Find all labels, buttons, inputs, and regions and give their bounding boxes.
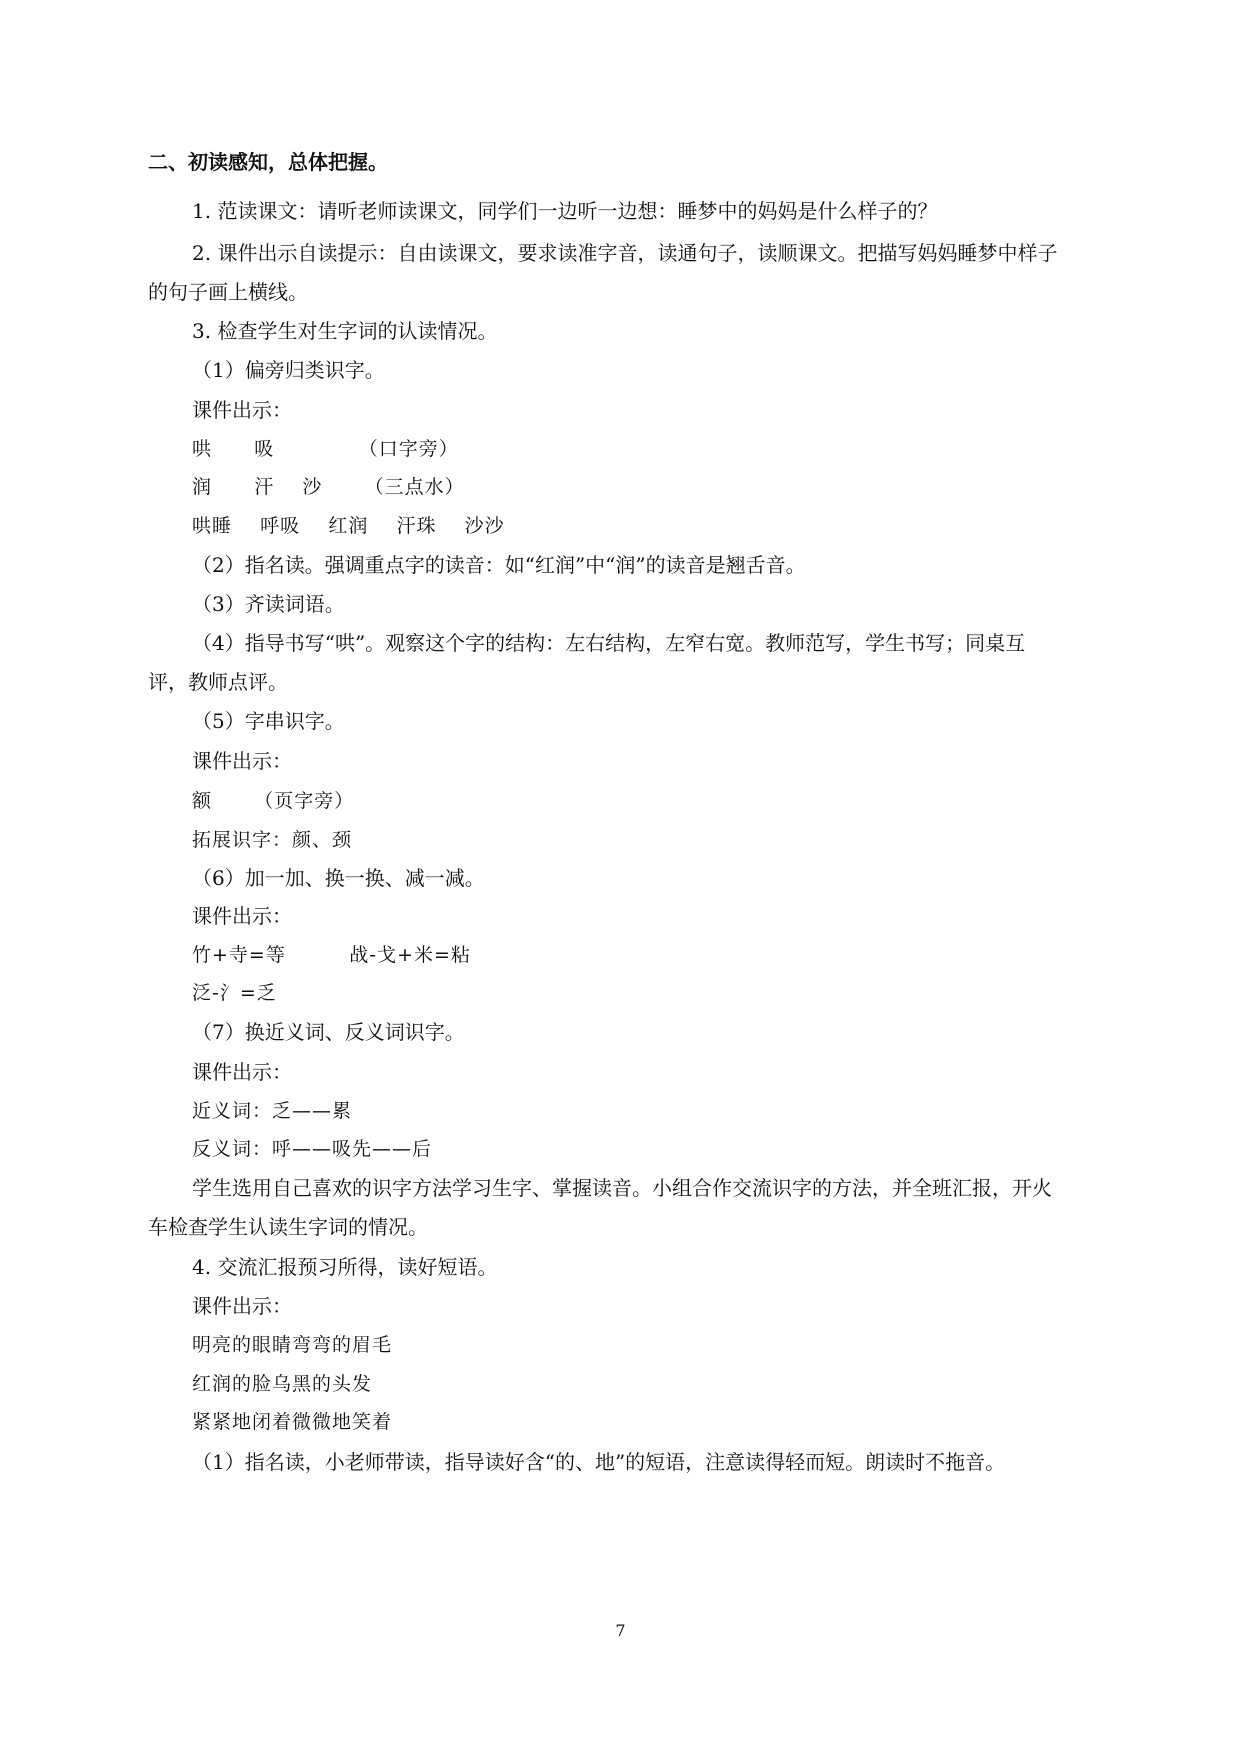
text-line: 哄睡 呼吸 红润 汗珠 沙沙 xyxy=(192,515,505,537)
text-line: 4. 交流汇报预习所得，读好短语。 xyxy=(192,1255,498,1279)
text-line: 紧紧地闭着微微地笑着 xyxy=(192,1411,393,1433)
text-line: 1. 范读课文：请听老师读课文，同学们一边听一边想：睡梦中的妈妈是什么样子的？ xyxy=(192,199,938,223)
text-line: 润 汗 沙 （三点水） xyxy=(192,476,465,498)
text-line: 哄 吸 （口字旁） xyxy=(192,438,459,460)
text-line: （1）偏旁归类识字。 xyxy=(192,358,385,382)
text-line: （1）指名读，小老师带读，指导读好含“的、地”的短语，注意读得轻而短。朗读时不拖音。 xyxy=(192,1450,1006,1474)
text-line: 课件出示： xyxy=(192,398,292,422)
text-line: 课件出示： xyxy=(192,904,292,928)
text-line: 拓展识字：颜、颈 xyxy=(192,829,353,851)
text-line: （3）齐读词语。 xyxy=(192,592,345,616)
text-line: 明亮的眼睛弯弯的眉毛 xyxy=(192,1334,393,1356)
text-line: 近义词：乏——累 xyxy=(192,1100,353,1122)
text-line: 红润的脸乌黑的头发 xyxy=(192,1373,373,1395)
text-line: 泛-氵=乏 xyxy=(192,982,277,1004)
text-line: 车检查学生认读生字词的情况。 xyxy=(148,1215,428,1239)
text-line: 3. 检查学生对生字词的认读情况。 xyxy=(192,319,498,343)
text-line: （7）换近义词、反义词识字。 xyxy=(192,1020,465,1044)
text-line: （2）指名读。强调重点字的读音：如“红润”中“润”的读音是翘舌音。 xyxy=(192,553,806,577)
text-line: 课件出示： xyxy=(192,1060,292,1084)
text-line: 额 （页字旁） xyxy=(192,790,355,812)
text-line: （4）指导书写“哄”。观察这个字的结构：左右结构，左窄右宽。教师范写，学生书写；同桌互 xyxy=(192,631,1026,655)
text-line: （6）加一加、换一换、减一减。 xyxy=(192,866,485,890)
section-heading: 二、初读感知，总体把握。 xyxy=(148,150,388,174)
text-line: 竹+寺=等 战-戈+米=粘 xyxy=(192,944,471,966)
text-line: 的句子画上横线。 xyxy=(148,280,308,304)
text-line: 反义词：呼——吸先——后 xyxy=(192,1138,433,1160)
page-number: 7 xyxy=(615,1621,626,1640)
text-line: 课件出示： xyxy=(192,1294,292,1318)
text-line: 评，教师点评。 xyxy=(148,670,288,694)
text-line: 2. 课件出示自读提示：自由读课文，要求读准字音，读通句子，读顺课文。把描写妈妈睡梦中样子 xyxy=(192,241,1058,265)
text-line: 学生选用自己喜欢的识字方法学习生字、掌握读音。小组合作交流识字的方法，并全班汇报，开火 xyxy=(192,1176,1052,1200)
text-line: （5）字串识字。 xyxy=(192,709,345,733)
text-line: 课件出示： xyxy=(192,749,292,773)
